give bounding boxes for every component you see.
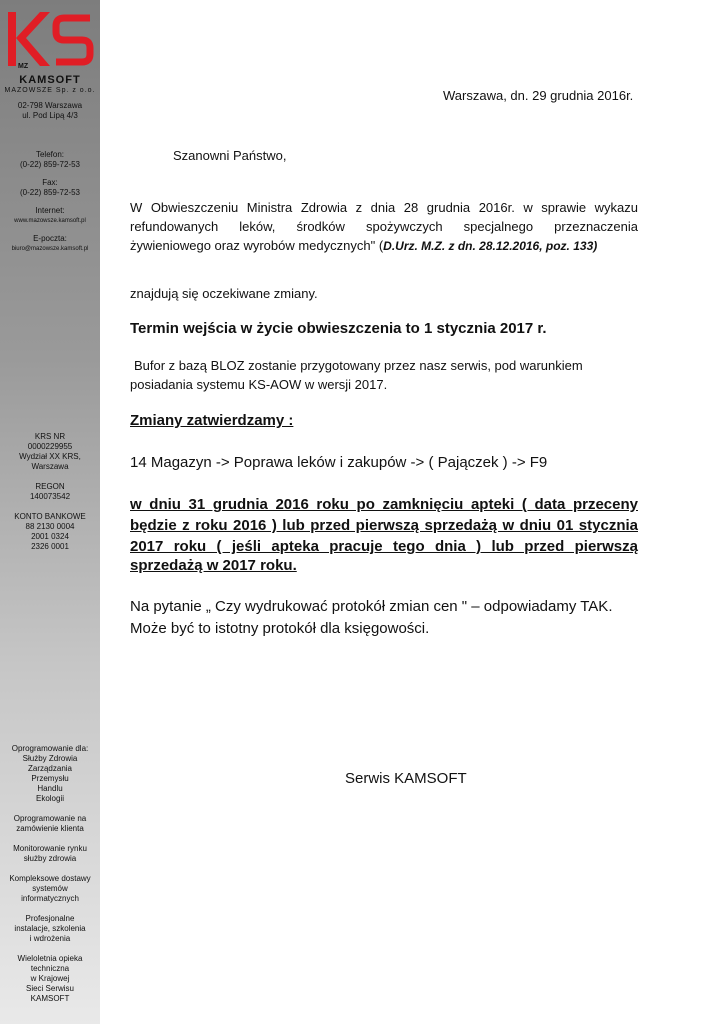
instruction-line: 2017 roku ( jeśli apteka pracuje tego dnia ) lub przed pierwszą [130, 538, 638, 555]
services-line: Oprogramowanie dla: [11, 744, 89, 753]
approve-heading: Zmiany zatwierdzamy : [130, 412, 294, 429]
instruction-line: będzie z roku 2016 ) lub przed pierwszą sprzedażą w dniu 01 stycznia [130, 517, 638, 534]
registry-line: KRS NR [34, 432, 66, 441]
services-line: informatycznych [21, 894, 79, 903]
bloz-line: Bufor z bazą BLOZ zostanie przygotowany przez nasz serwis, pod warunkiem [134, 358, 583, 373]
services-line: i wdrożenia [29, 934, 71, 943]
bloz-line: posiadania systemu KS-AOW w wersji 2017. [130, 377, 388, 392]
brand-subtitle: MAZOWSZE Sp. z o.o. [4, 87, 96, 94]
services-line: Monitorowanie rynku [13, 844, 87, 853]
services-line: służby zdrowia [23, 854, 77, 863]
paragraph-line: W Obwieszczeniu Ministra Zdrowia z dnia 28 grudnia 2016r. w sprawie wykazu [130, 200, 638, 215]
question-line: Na pytanie „ Czy wydrukować protokół zmian cen " – odpowiadamy TAK. [130, 598, 613, 615]
instruction-line: w dniu 31 grudnia 2016 roku po zamknięciu apteki ( data przeceny [130, 496, 638, 513]
registry-line: REGON [35, 482, 65, 491]
instruction-line: sprzedażą w 2017 roku. [130, 557, 297, 574]
registry-line: Wydział XX KRS, [19, 452, 81, 461]
date-line: Warszawa, dn. 29 grudnia 2016r. [443, 88, 634, 103]
registry-line: 88 2130 0004 [25, 522, 75, 531]
logo-badge: MZ [18, 63, 29, 70]
services-line: Wieloletnia opieka [17, 954, 83, 963]
registry-line: KONTO BANKOWE [14, 512, 86, 521]
services-line: techniczna [30, 964, 70, 973]
contact-line: Telefon: [35, 150, 65, 159]
paragraph-line: znajdują się oczekiwane zmiany. [130, 286, 318, 301]
menu-path: 14 Magazyn -> Poprawa leków i zakupów -> ( Pajączek ) -> F9 [130, 454, 548, 471]
registry-line: 140073542 [29, 492, 71, 501]
paragraph-line [130, 236, 597, 256]
address-line: ul. Pod Lipą 4/3 [22, 111, 78, 120]
registry-line: 2326 0001 [31, 542, 69, 551]
services-line: Handlu [37, 784, 63, 793]
services-line: Służby Zdrowia [22, 754, 78, 763]
contact-line: Internet: [35, 206, 65, 215]
services-line: instalacje, szkolenia [14, 924, 86, 933]
journal-reference: D.Urz. M.Z. z dn. 28.12.2016, poz. 133) [383, 239, 598, 253]
effective-date-heading: Termin wejścia w życie obwieszczenia to 1 stycznia 2017 r. [130, 320, 547, 337]
services-line: Sieci Serwisu [25, 984, 74, 993]
registry-line: Warszawa [31, 462, 69, 471]
contact-line: www.mazowsze.kamsoft.pl [14, 218, 86, 224]
brand-name: KAMSOFT [19, 74, 81, 86]
services-line: zamówienie klienta [16, 824, 84, 833]
contact-line: (0-22) 859-72-53 [19, 188, 81, 197]
address-line: 02-798 Warszawa [17, 101, 83, 110]
services-line: Profesjonalne [25, 914, 75, 923]
services-line: Zarządzania [27, 764, 73, 773]
services-line: Oprogramowanie na [13, 814, 87, 823]
contact-line: (0-22) 859-72-53 [19, 160, 81, 169]
greeting: Szanowni Państwo, [173, 148, 287, 163]
services-line: Kompleksowe dostawy [9, 874, 91, 883]
services-line: Przemysłu [31, 774, 69, 783]
paragraph-text: żywieniowego oraz wyrobów medycznych" ( [130, 238, 384, 253]
contact-line: biuro@mazowsze.kamsoft.pl [11, 246, 89, 252]
services-line: Ekologii [35, 794, 64, 803]
registry-line: 2001 0324 [31, 532, 69, 541]
question-line: Może być to istotny protokół dla księgowości. [130, 620, 430, 637]
services-line: w Krajowej [30, 974, 70, 983]
contact-line: Fax: [42, 178, 58, 187]
registry-line: 0000229955 [27, 442, 73, 451]
signature: Serwis KAMSOFT [345, 770, 467, 787]
contact-line: E-poczta: [33, 234, 67, 243]
services-line: KAMSOFT [30, 994, 70, 1003]
services-line: systemów [32, 884, 68, 893]
paragraph-line: refundowanych leków, środków spożywczych specjalnego przeznaczenia [130, 219, 638, 234]
